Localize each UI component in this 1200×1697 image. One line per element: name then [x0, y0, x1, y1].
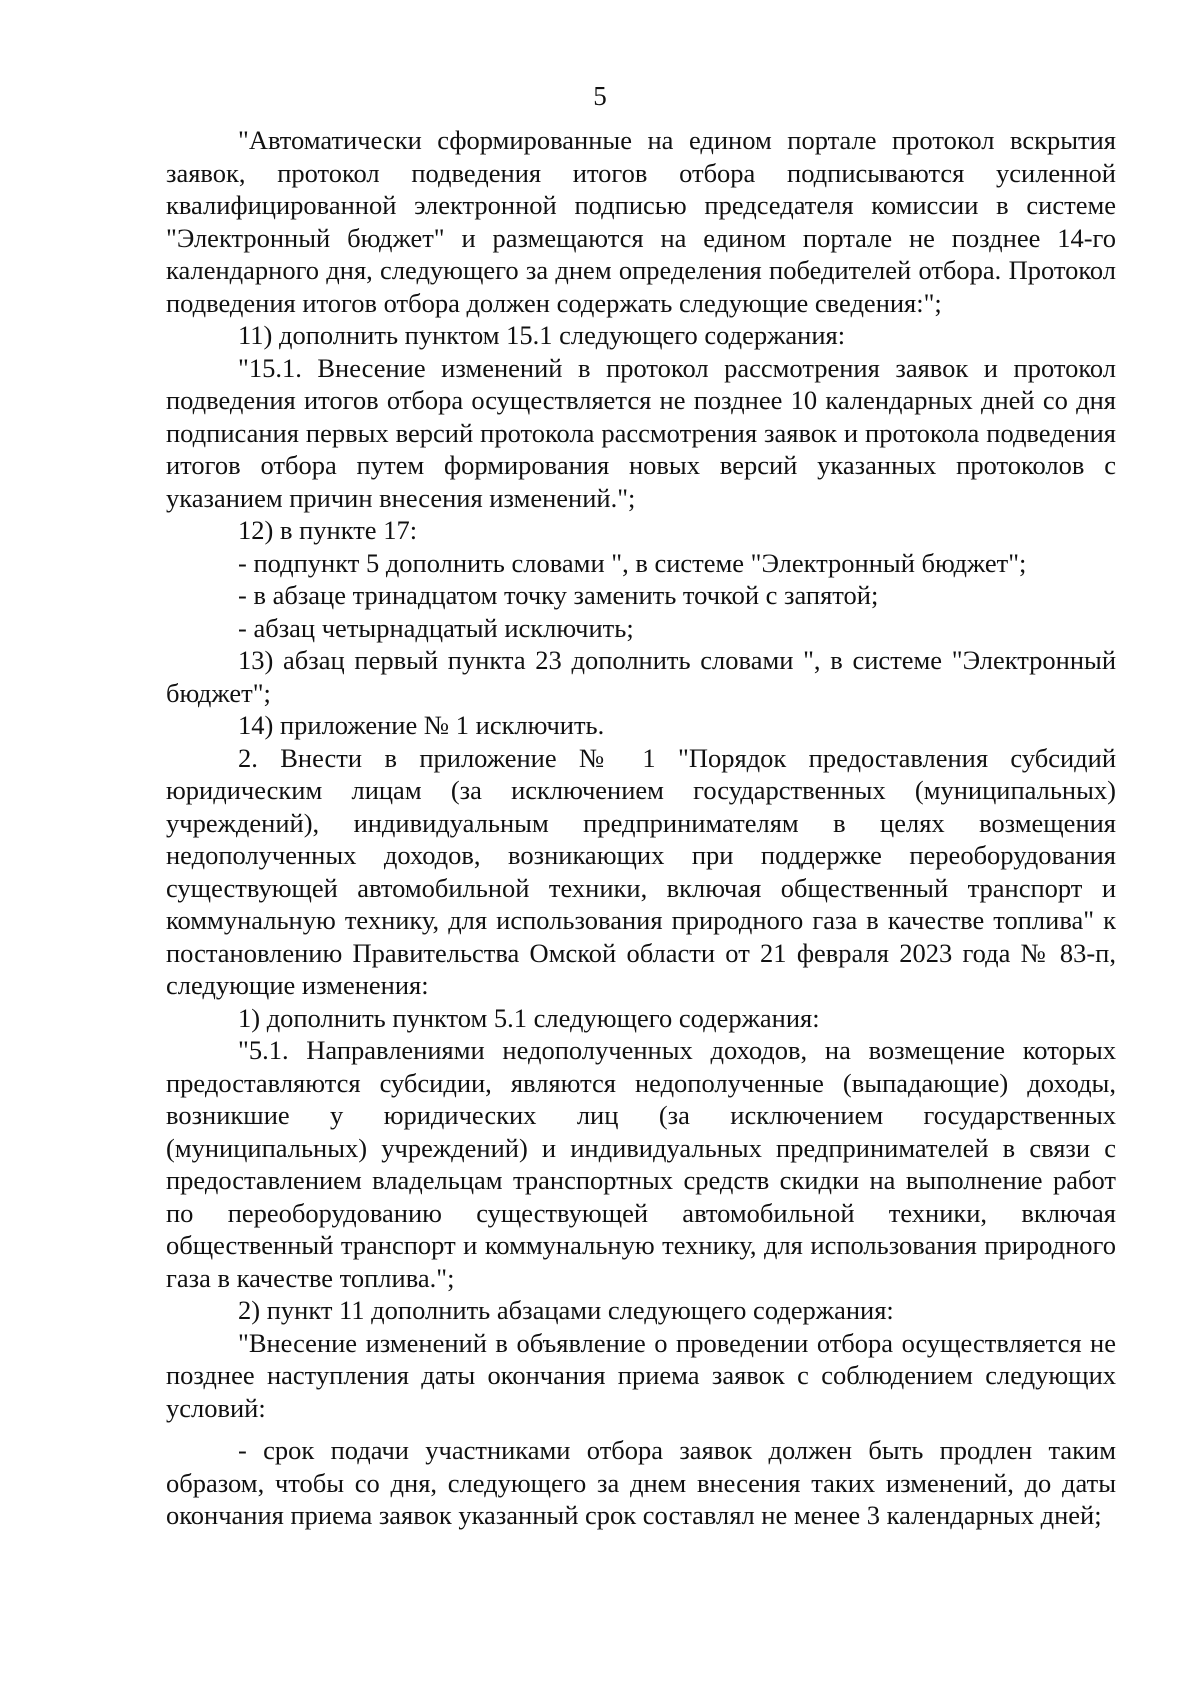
- paragraph-clause-15-1: "15.1. Внесение изменений в протокол рассмотрения заявок и протокол подведения итогов отбора осуществляется не позднее 10 календарных дней со дня подписания первых версий протокола рассмотрения заявок и протокола подведения итогов отбора путем формирования новых версий указанных протоколов с указанием причин внесения изменений.";: [166, 352, 1116, 513]
- paragraph-protocol-signing: "Автоматически сформированные на едином портале протокол вскрытия заявок, протокол подведения итогов отбора подписываются усиленной квалифицированной электронной подписью председателя комиссии в системе "Электронный бюджет" и размещаются на едином портале не позднее 14-го календарного дня, следующего за днем определения победителей отбора. Протокол подведения итогов отбора должен содержать следующие сведения:";: [166, 125, 1116, 318]
- paragraph-item-12: 12) в пункте 17:: [238, 515, 418, 545]
- paragraph-item-14: 14) приложение № 1 исключить.: [238, 710, 605, 740]
- page-number: 5: [593, 81, 607, 111]
- paragraph-item-1: 1) дополнить пунктом 5.1 следующего содержания:: [238, 1002, 820, 1033]
- document-body: [166, 124, 1116, 1532]
- paragraph-announcement-changes: "Внесение изменений в объявление о проведении отбора осуществляется не позднее наступления даты окончания приема заявок с соблюдением следующих условий:: [166, 1327, 1116, 1423]
- paragraph-item-11: 11) дополнить пунктом 15.1 следующего содержания:: [238, 320, 846, 350]
- paragraph-abzac-13: - в абзаце тринадцатом точку заменить точкой с запятой;: [238, 580, 879, 610]
- paragraph-abzac-14: - абзац четырнадцатый исключить;: [238, 612, 634, 643]
- paragraph-section-2: 2. Внести в приложение № 1 "Порядок предоставления субсидий юридическим лицам (за исключением государственных (муниципальных) учреждений), индивидуальным предпринимателям в целях возмещения недополученных доходов, возникающих при поддержке переоборудования существующей автомобильной техники, включая общественный транспорт и коммунальную технику, для использования природного газа в качестве топлива" к постановлению Правительства Омской области от 21 февраля 2023 года № 83-п, следующие изменения:: [166, 742, 1116, 1000]
- paragraph-clause-5-1: "5.1. Направлениями недополученных доходов, на возмещение которых предоставляются субсидии, являются недополученные (выпадающие) доходы, возникшие у юридических лиц (за исключением государственных (муниципальных) учреждений) и индивидуальных предпринимателей в связи с предоставлением владельцам транспортных средств скидки на выполнение работ по переоборудованию существующей автомобильной техники, включая общественный транспорт и коммунальную технику, для использования природного газа в качестве топлива.";: [166, 1035, 1116, 1293]
- paragraph-item-13: 13) абзац первый пункта 23 дополнить словами ", в системе "Электронный бюджет";: [166, 645, 1116, 708]
- paragraph-item-2: 2) пункт 11 дополнить абзацами следующего содержания:: [238, 1295, 894, 1325]
- paragraph-deadline-extension: - срок подачи участниками отбора заявок должен быть продлен таким образом, чтобы со дня, следующего за днем внесения таких изменений, до даты окончания приема заявок указанный срок составлял не менее 3 календарных дней;: [166, 1435, 1116, 1530]
- paragraph-subitem-5: - подпункт 5 дополнить словами ", в системе "Электронный бюджет";: [238, 547, 1027, 578]
